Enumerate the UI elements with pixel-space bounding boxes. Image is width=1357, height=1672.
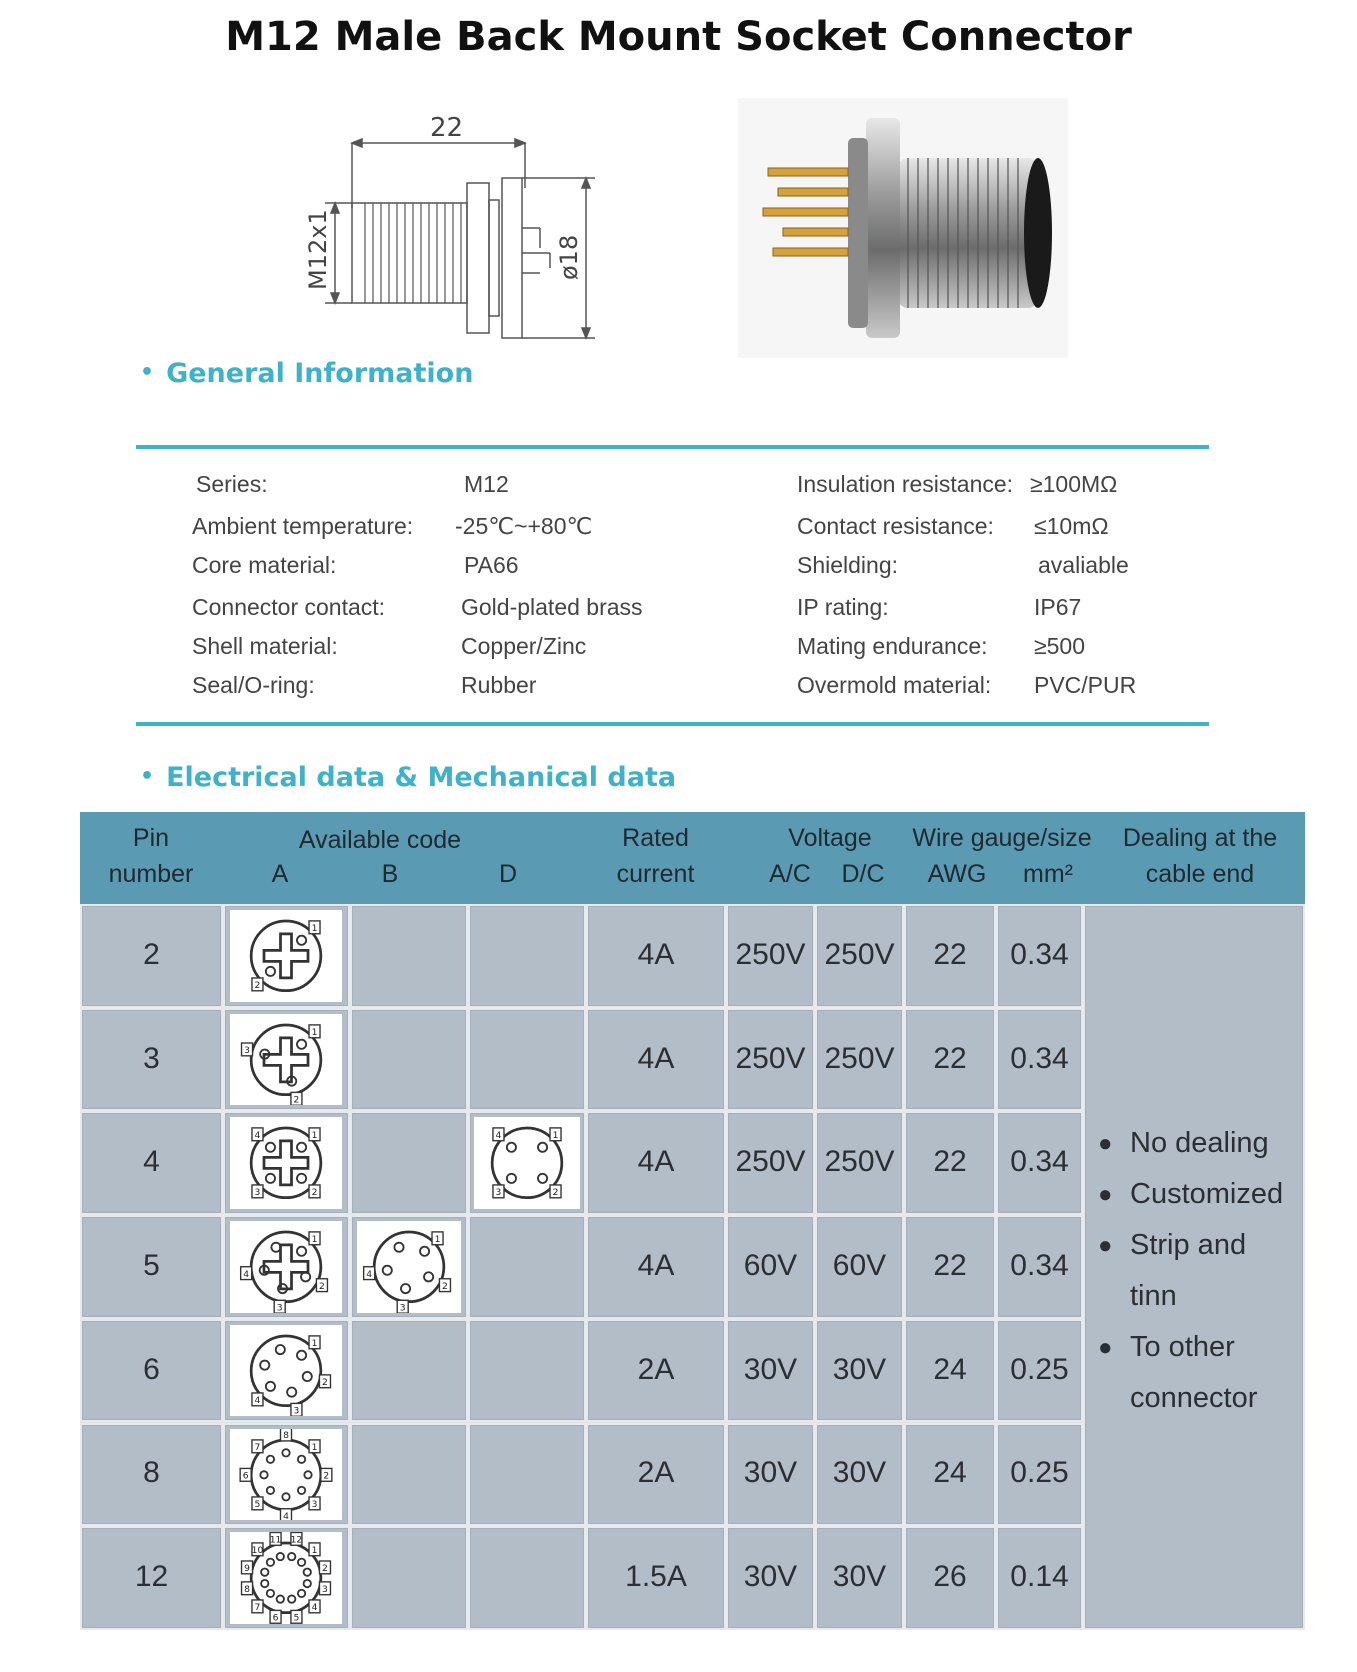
info-value: ≥500 xyxy=(1034,633,1085,659)
pin-number: 8 xyxy=(244,1584,250,1596)
cell-mm2: 0.34 xyxy=(1010,937,1069,971)
cell-current: 4A xyxy=(637,1248,675,1282)
pin-layout-diagram xyxy=(230,1221,342,1313)
info-label: Mating endurance: xyxy=(797,633,988,659)
cell-current: 4A xyxy=(637,937,675,971)
cell-dc: 30V xyxy=(832,1456,887,1490)
pin-number: 2 xyxy=(322,1376,328,1388)
table-cell xyxy=(468,904,586,1008)
pin-number: 8 xyxy=(283,1429,289,1441)
pin-number: 1 xyxy=(311,1130,318,1142)
header-pin: Pin xyxy=(132,824,170,852)
header-ac: A/C xyxy=(769,860,811,888)
header-dealing: Dealing at the xyxy=(1122,824,1278,852)
page-title: M12 Male Back Mount Socket Connector xyxy=(225,14,1132,60)
divider-top xyxy=(136,445,1209,449)
table-cell xyxy=(350,1319,468,1423)
pin-number: 2 xyxy=(322,1563,328,1575)
pin-number: 3 xyxy=(244,1044,250,1056)
pin-layout-diagram xyxy=(474,1117,580,1209)
cell-ac: 250V xyxy=(735,937,806,971)
pin-number: 2 xyxy=(319,1280,325,1292)
info-value: IP67 xyxy=(1034,594,1082,620)
electrical-heading: • Electrical data & Mechanical data xyxy=(140,762,677,793)
cell-awg: 26 xyxy=(933,1560,967,1594)
cell-awg: 22 xyxy=(933,1248,967,1282)
cell-pin: 5 xyxy=(143,1248,160,1282)
cell-current: 2A xyxy=(637,1352,675,1386)
pin-number: 5 xyxy=(254,1498,261,1510)
cell-ac: 30V xyxy=(743,1560,798,1594)
info-value: PVC/PUR xyxy=(1034,672,1137,698)
cell-mm2: 0.25 xyxy=(1010,1352,1069,1386)
list-item: ● Strip and xyxy=(1098,1229,1247,1261)
dimension-drawing xyxy=(240,108,640,368)
info-label: Shielding: xyxy=(797,552,899,578)
info-label: IP rating: xyxy=(797,594,889,620)
dealing-options xyxy=(1098,1118,1283,1424)
pin-number: 2 xyxy=(293,1094,300,1106)
cell-ac: 60V xyxy=(743,1248,798,1282)
info-label: Overmold material: xyxy=(797,672,992,698)
pin-number: 4 xyxy=(254,1394,261,1406)
cell-current: 4A xyxy=(637,1041,675,1075)
cell-awg: 22 xyxy=(933,1041,967,1075)
info-label: Connector contact: xyxy=(192,594,386,620)
header-available-code: Available code xyxy=(298,826,462,854)
header-voltage: Voltage xyxy=(788,824,872,852)
pin-number: 1 xyxy=(311,1234,318,1246)
connector-photo xyxy=(738,98,1068,358)
info-value: avaliable xyxy=(1038,552,1129,578)
cell-dc: 250V xyxy=(824,1041,895,1075)
info-label: Ambient temperature: xyxy=(192,513,414,539)
table-cell xyxy=(350,1526,468,1630)
cell-dc: 30V xyxy=(832,1352,887,1386)
info-value: Rubber xyxy=(461,672,537,698)
cell-pin: 4 xyxy=(143,1145,160,1179)
pin-number: 3 xyxy=(495,1187,502,1199)
table-cell xyxy=(350,1423,468,1527)
list-item: ● No dealing xyxy=(1098,1127,1269,1159)
table-cell xyxy=(468,1526,586,1630)
cell-pin: 6 xyxy=(143,1352,160,1386)
cell-dc: 30V xyxy=(832,1560,887,1594)
cell-mm2: 0.34 xyxy=(1010,1145,1069,1179)
header-cable-end: cable end xyxy=(1145,860,1255,888)
header-rated: Rated xyxy=(622,824,689,852)
pin-number: 3 xyxy=(322,1584,328,1596)
pin-layout-diagram xyxy=(357,1221,461,1313)
cell-awg: 22 xyxy=(933,1145,967,1179)
pin-number: 9 xyxy=(244,1563,250,1575)
pin-layout-diagram xyxy=(230,910,342,1002)
table-cell xyxy=(468,1215,586,1319)
info-value: Gold-plated brass xyxy=(461,594,643,620)
table-cell xyxy=(468,1423,586,1527)
cell-pin: 3 xyxy=(143,1041,160,1075)
cell-ac: 30V xyxy=(743,1352,798,1386)
info-value: M12 xyxy=(464,471,509,497)
cell-current: 1.5A xyxy=(625,1560,687,1594)
table-header xyxy=(80,812,1305,904)
info-label: Shell material: xyxy=(192,633,338,659)
header-dc: D/C xyxy=(841,860,885,888)
pin-number: 2 xyxy=(254,980,261,992)
pin-number: 2 xyxy=(323,1470,330,1482)
length-label: 22 xyxy=(430,113,464,143)
pin-number: 1 xyxy=(311,1337,318,1349)
info-value: Copper/Zinc xyxy=(461,633,587,659)
pin-number: 5 xyxy=(293,1612,300,1624)
cell-mm2: 0.25 xyxy=(1010,1456,1069,1490)
list-item: ● Customized xyxy=(1098,1178,1284,1210)
cell-mm2: 0.34 xyxy=(1010,1248,1069,1282)
info-label: Insulation resistance: xyxy=(797,471,1014,497)
table-cell xyxy=(468,1008,586,1112)
pin-number: 6 xyxy=(242,1470,249,1482)
cell-mm2: 0.34 xyxy=(1010,1041,1069,1075)
pin-number: 4 xyxy=(311,1602,318,1614)
pin-number: 1 xyxy=(311,922,318,934)
pin-number: 6 xyxy=(272,1612,279,1624)
cell-awg: 22 xyxy=(933,937,967,971)
info-label: Contact resistance: xyxy=(797,513,994,539)
header-awg: AWG xyxy=(927,860,987,888)
thread-label: M12x1 xyxy=(304,209,332,290)
pin-number: 4 xyxy=(283,1510,289,1521)
cell-dc: 60V xyxy=(832,1248,887,1282)
cell-mm2: 0.14 xyxy=(1010,1560,1069,1594)
header-wire-gauge: Wire gauge/size xyxy=(912,824,1092,852)
info-label: Core material: xyxy=(192,552,337,578)
cell-pin: 8 xyxy=(143,1456,160,1490)
pin-number: 3 xyxy=(293,1405,300,1417)
pin-number: 2 xyxy=(552,1187,559,1199)
table-cell xyxy=(350,1008,468,1112)
cell-pin: 2 xyxy=(143,937,160,971)
list-item: tinn xyxy=(1130,1280,1177,1312)
info-label: Series: xyxy=(196,471,268,497)
header-code-d: D xyxy=(498,860,518,888)
diameter-label: ø18 xyxy=(555,234,583,280)
pin-number: 4 xyxy=(254,1130,261,1142)
pin-number: 11 xyxy=(269,1534,282,1546)
pin-number: 1 xyxy=(311,1545,318,1557)
pin-number: 7 xyxy=(254,1602,261,1614)
table-cell xyxy=(468,1319,586,1423)
list-item: connector xyxy=(1130,1382,1258,1414)
info-value: PA66 xyxy=(464,552,519,578)
cell-awg: 24 xyxy=(933,1352,967,1386)
pin-layout-diagram xyxy=(230,1117,342,1209)
header-number: number xyxy=(108,860,194,888)
header-code-a: A xyxy=(271,860,289,888)
pin-number: 1 xyxy=(552,1130,559,1142)
cell-ac: 250V xyxy=(735,1145,806,1179)
pin-number: 10 xyxy=(251,1545,264,1557)
cell-dc: 250V xyxy=(824,1145,895,1179)
cell-current: 2A xyxy=(637,1456,675,1490)
cell-dc: 250V xyxy=(824,937,895,971)
list-item: ● To other xyxy=(1098,1331,1235,1363)
pin-layout-diagram xyxy=(230,1429,342,1521)
header-current: current xyxy=(616,860,695,888)
general-info-heading: • General Information xyxy=(140,358,474,389)
pin-layout-diagram xyxy=(230,1014,342,1106)
cell-awg: 24 xyxy=(933,1456,967,1490)
pin-number: 4 xyxy=(243,1268,250,1280)
pin-number: 3 xyxy=(254,1187,261,1199)
info-label: Seal/O-ring: xyxy=(192,672,315,698)
pin-number: 1 xyxy=(434,1234,441,1246)
pin-number: 4 xyxy=(495,1130,502,1142)
pin-number: 3 xyxy=(276,1302,283,1313)
pin-number: 12 xyxy=(290,1534,303,1546)
pin-layout-diagram xyxy=(230,1325,342,1417)
pin-number: 2 xyxy=(442,1280,448,1292)
table-cell xyxy=(350,1111,468,1215)
cell-ac: 30V xyxy=(743,1456,798,1490)
info-value: ≤10mΩ xyxy=(1034,513,1109,539)
pin-number: 1 xyxy=(311,1441,318,1453)
pin-number: 4 xyxy=(366,1268,373,1280)
cell-ac: 250V xyxy=(735,1041,806,1075)
pin-number: 2 xyxy=(311,1187,318,1199)
header-mm2: mm² xyxy=(1023,860,1073,888)
info-value: -25℃~+80℃ xyxy=(455,513,593,539)
pin-number: 7 xyxy=(254,1441,261,1453)
cell-pin: 12 xyxy=(134,1560,169,1594)
pin-number: 3 xyxy=(399,1302,406,1313)
table-cell xyxy=(350,904,468,1008)
pin-number: 1 xyxy=(311,1026,318,1038)
header-code-b: B xyxy=(381,860,399,888)
info-value: ≥100MΩ xyxy=(1030,471,1118,497)
pin-number: 3 xyxy=(311,1498,318,1510)
pin-layout-diagram xyxy=(230,1532,342,1624)
divider-bottom xyxy=(136,722,1209,726)
cell-current: 4A xyxy=(637,1145,675,1179)
